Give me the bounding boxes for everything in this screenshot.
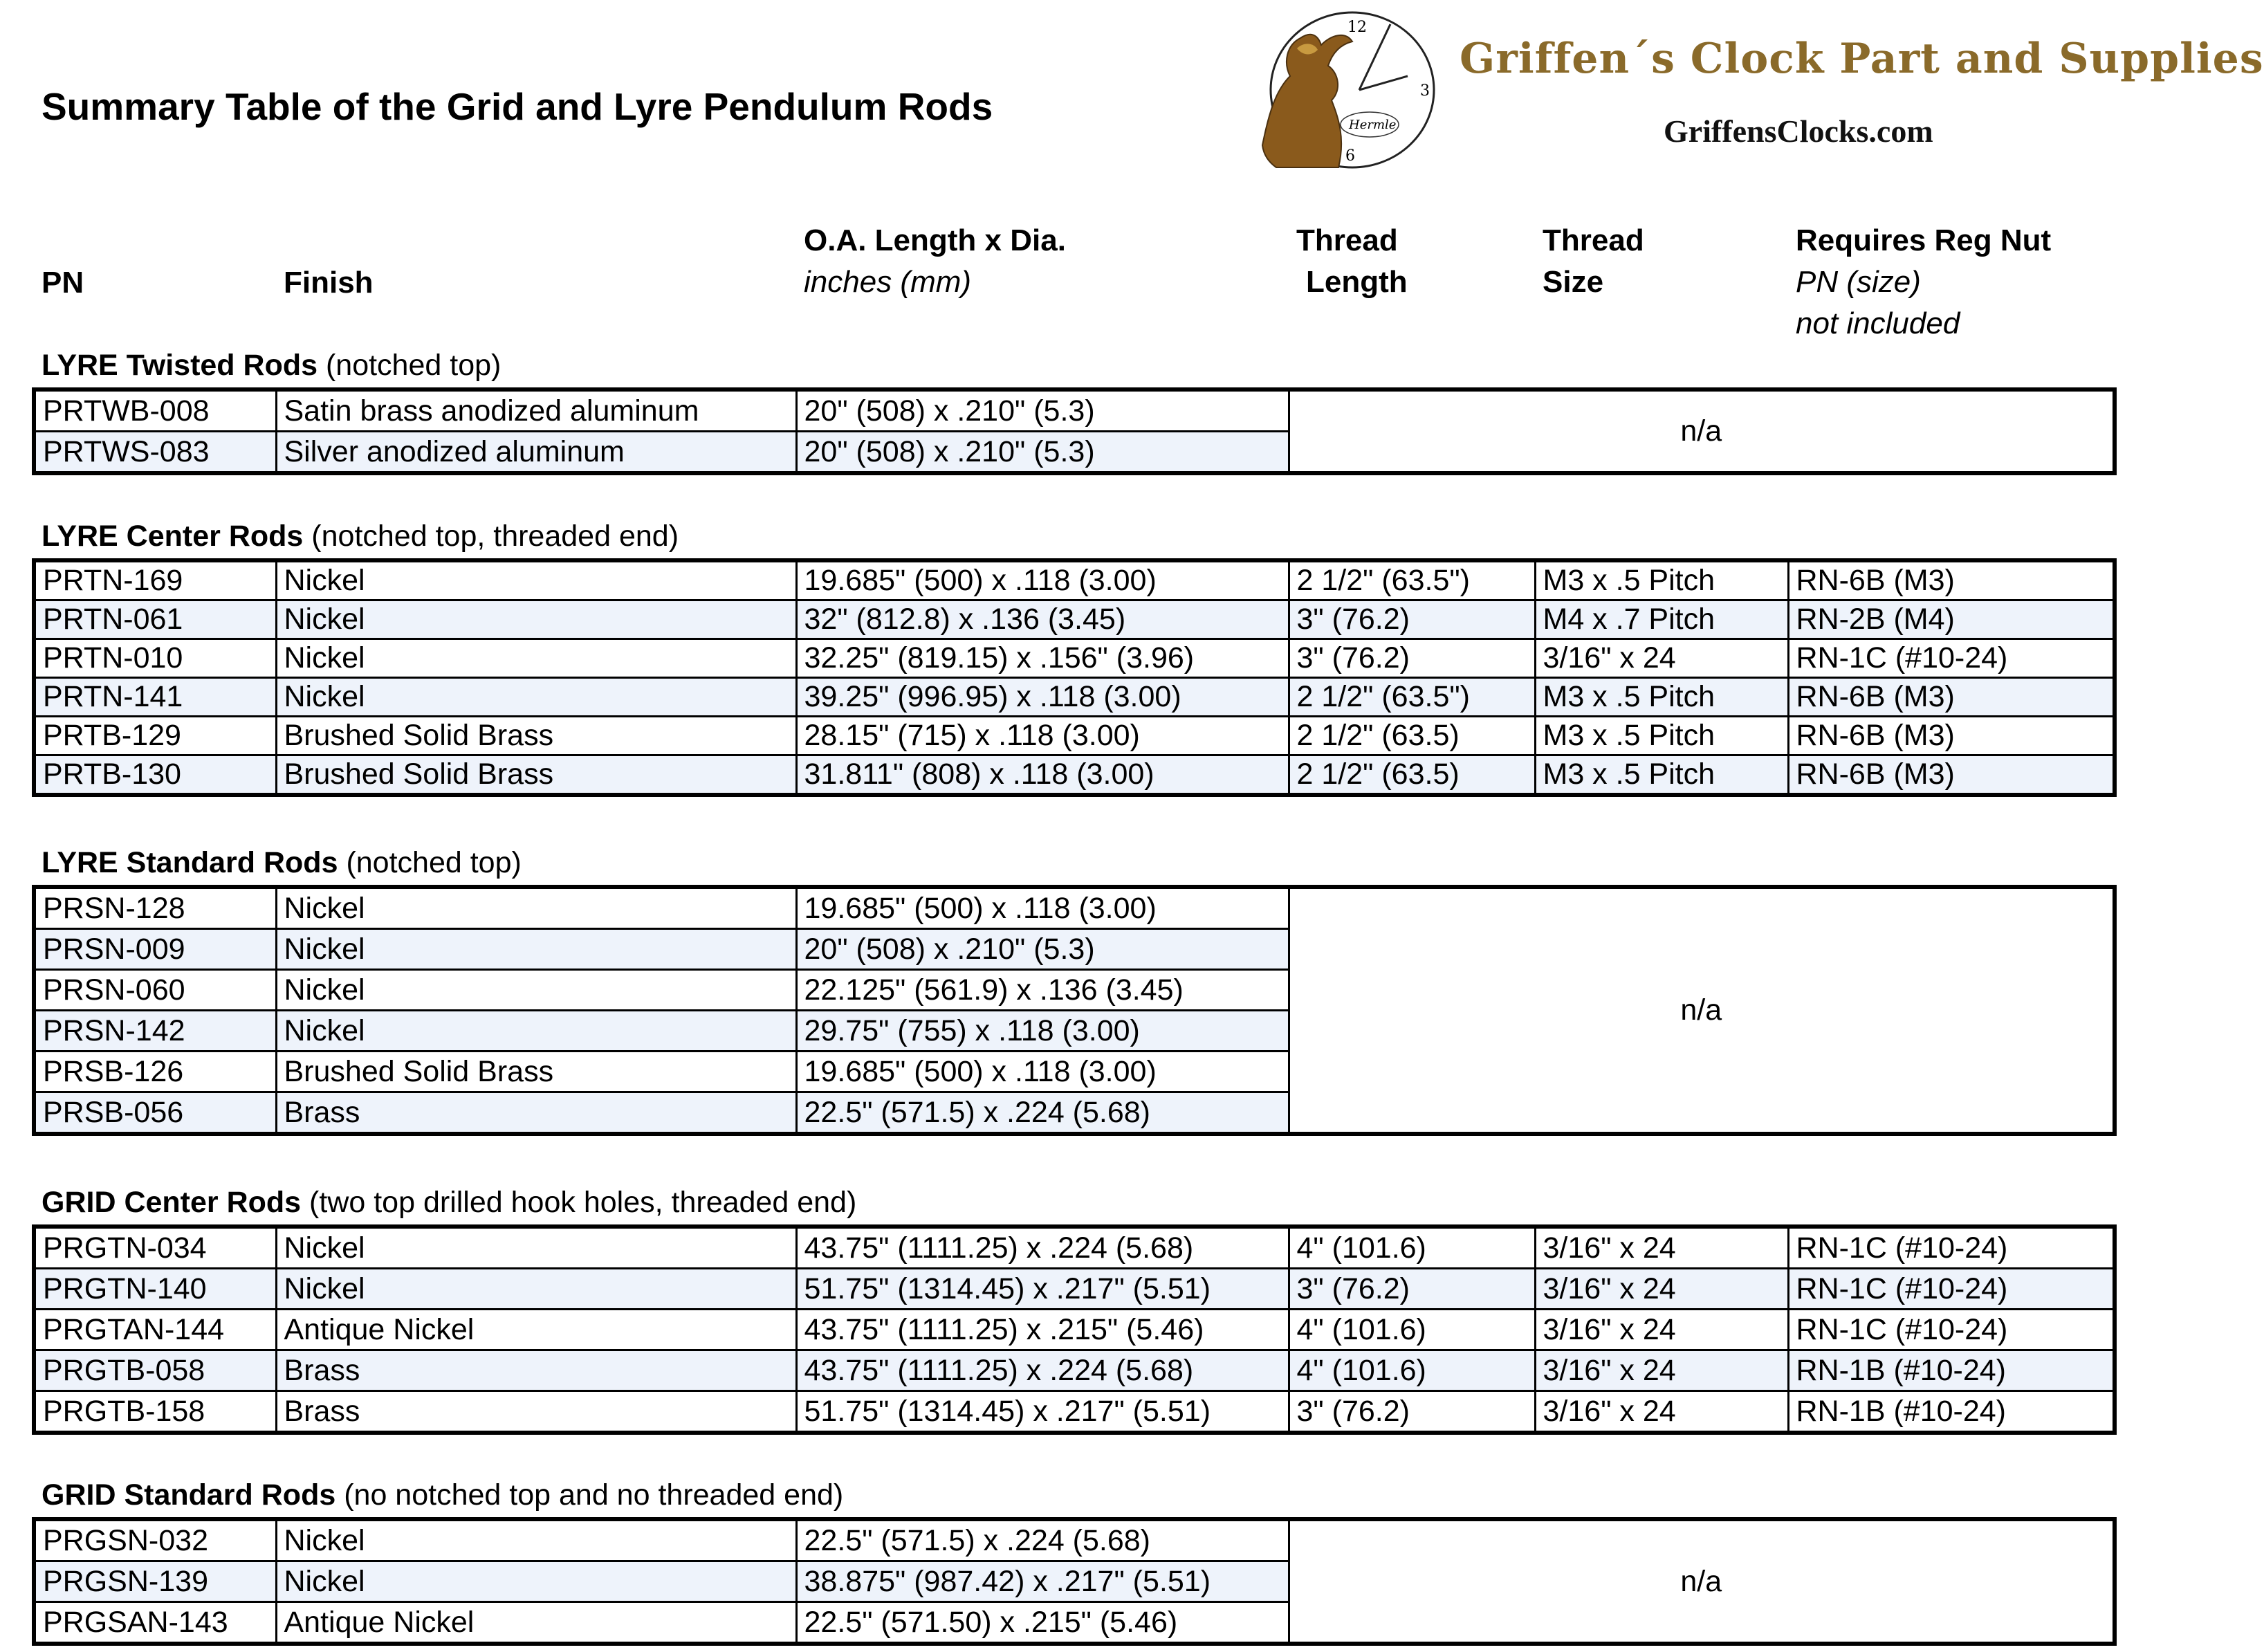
header-thread-length-line1: Thread (1296, 223, 1398, 257)
cell-thread-size: 3/16" x 24 (1535, 1269, 1788, 1310)
cell-length: 39.25" (996.95) x .118 (3.00) (796, 678, 1289, 717)
cell-finish: Nickel (276, 1519, 796, 1561)
cell-reg-nut: RN-6B (M3) (1788, 560, 2115, 600)
rods-table (32, 558, 2117, 797)
section-note: (no notched top and no threaded end) (335, 1478, 844, 1512)
cell-reg-nut: RN-6B (M3) (1788, 755, 2115, 796)
header-thread-length-line2: Length (1306, 265, 1408, 299)
cell-not-applicable: n/a (1289, 1519, 2115, 1644)
cell-finish: Antique Nickel (276, 1602, 796, 1644)
rods-table (32, 1224, 2117, 1435)
section-title (42, 517, 679, 556)
cell-finish: Brass (276, 1092, 796, 1135)
cell-not-applicable: n/a (1289, 887, 2115, 1134)
cell-finish: Brushed Solid Brass (276, 1052, 796, 1092)
rods-table (32, 885, 2117, 1136)
cell-length: 20" (508) x .210" (5.3) (796, 389, 1289, 432)
cell-pn: PRGTN-140 (34, 1269, 276, 1310)
page-title: Summary Table of the Grid and Lyre Pendulum Rods (42, 85, 993, 128)
cell-pn: PRSN-142 (34, 1011, 276, 1052)
cell-thread-size: M3 x .5 Pitch (1535, 560, 1788, 600)
header-nut-line2: PN (size) (1796, 265, 1921, 299)
cell-length: 22.125" (561.9) x .136 (3.45) (796, 970, 1289, 1011)
cell-finish: Silver anodized aluminum (276, 432, 796, 474)
header-finish: Finish (284, 266, 374, 300)
brand-website: GriffensClocks.com (1664, 113, 1933, 149)
cell-thread-length: 2 1/2" (63.5") (1289, 560, 1535, 600)
cell-reg-nut: RN-2B (M4) (1788, 600, 2115, 639)
cell-pn: PRGTB-058 (34, 1350, 276, 1391)
cell-reg-nut: RN-6B (M3) (1788, 717, 2115, 755)
rods-table (32, 1517, 2117, 1646)
cell-thread-length: 2 1/2" (63.5) (1289, 755, 1535, 796)
cell-finish: Nickel (276, 1269, 796, 1310)
cell-finish: Satin brass anodized aluminum (276, 389, 796, 432)
header-thread-size-line1: Thread (1543, 223, 1644, 257)
cell-thread-length: 4" (101.6) (1289, 1350, 1535, 1391)
cell-pn: PRGTB-158 (34, 1391, 276, 1433)
cell-finish: Brushed Solid Brass (276, 755, 796, 796)
logo-script: Hermle (1349, 118, 1397, 132)
header-nut-line3: not included (1796, 306, 1960, 340)
cell-reg-nut: RN-1B (#10-24) (1788, 1391, 2115, 1433)
section-note: (notched top) (317, 349, 501, 382)
logo-numeral-12: 12 (1347, 19, 1367, 36)
cell-thread-size: M3 x .5 Pitch (1535, 717, 1788, 755)
cell-length: 43.75" (1111.25) x .224 (5.68) (796, 1350, 1289, 1391)
section-note: (two top drilled hook holes, threaded end) (301, 1186, 857, 1219)
logo-numeral-6: 6 (1345, 147, 1355, 165)
cell-pn: PRGSAN-143 (34, 1602, 276, 1644)
cell-finish: Brass (276, 1391, 796, 1433)
cell-length: 19.685" (500) x .118 (3.00) (796, 1052, 1289, 1092)
cell-finish: Nickel (276, 970, 796, 1011)
cell-thread-size: 3/16" x 24 (1535, 1310, 1788, 1350)
cell-finish: Nickel (276, 639, 796, 678)
header-nut-line1: Requires Reg Nut (1796, 223, 2052, 257)
cell-thread-length: 3" (76.2) (1289, 1391, 1535, 1433)
cell-finish: Brass (276, 1350, 796, 1391)
griffin-clock-logo-icon (1249, 7, 1435, 173)
cell-reg-nut: RN-1C (#10-24) (1788, 639, 2115, 678)
cell-length: 51.75" (1314.45) x .217" (5.51) (796, 1391, 1289, 1433)
cell-length: 32.25" (819.15) x .156" (3.96) (796, 639, 1289, 678)
cell-finish: Nickel (276, 678, 796, 717)
cell-thread-size: 3/16" x 24 (1535, 639, 1788, 678)
cell-reg-nut: RN-1B (#10-24) (1788, 1350, 2115, 1391)
cell-length: 29.75" (755) x .118 (3.00) (796, 1011, 1289, 1052)
cell-length: 43.75" (1111.25) x .224 (5.68) (796, 1227, 1289, 1269)
cell-thread-length: 3" (76.2) (1289, 1269, 1535, 1310)
table-row (34, 639, 2115, 678)
cell-pn: PRSN-128 (34, 887, 276, 929)
table-row (34, 1519, 2115, 1561)
cell-length: 22.5" (571.5) x .224 (5.68) (796, 1092, 1289, 1135)
cell-length: 28.15" (715) x .118 (3.00) (796, 717, 1289, 755)
cell-thread-size: M3 x .5 Pitch (1535, 678, 1788, 717)
cell-reg-nut: RN-1C (#10-24) (1788, 1310, 2115, 1350)
section-name: LYRE Center Rods (42, 520, 304, 553)
table-row (34, 389, 2115, 432)
cell-length: 43.75" (1111.25) x .215" (5.46) (796, 1310, 1289, 1350)
cell-length: 20" (508) x .210" (5.3) (796, 929, 1289, 970)
cell-thread-length: 3" (76.2) (1289, 639, 1535, 678)
section-title (42, 346, 501, 385)
cell-pn: PRTWS-083 (34, 432, 276, 474)
section-title (42, 1476, 843, 1514)
section-title (42, 843, 522, 882)
header-thread-size-line2: Size (1543, 265, 1604, 299)
cell-pn: PRTN-061 (34, 600, 276, 639)
table-row (34, 600, 2115, 639)
cell-finish: Nickel (276, 1561, 796, 1602)
cell-length: 20" (508) x .210" (5.3) (796, 432, 1289, 474)
cell-reg-nut: RN-6B (M3) (1788, 678, 2115, 717)
cell-pn: PRTN-010 (34, 639, 276, 678)
cell-thread-length: 2 1/2" (63.5") (1289, 678, 1535, 717)
table-row (34, 755, 2115, 796)
cell-pn: PRSB-126 (34, 1052, 276, 1092)
header-length-title: O.A. Length x Dia. (804, 223, 1066, 257)
header-thread-size (1543, 220, 1644, 303)
cell-length: 51.75" (1314.45) x .217" (5.51) (796, 1269, 1289, 1310)
cell-finish: Nickel (276, 560, 796, 600)
section-name: LYRE Standard Rods (42, 846, 338, 879)
section-title (42, 1183, 856, 1222)
cell-reg-nut: RN-1C (#10-24) (1788, 1227, 2115, 1269)
cell-finish: Antique Nickel (276, 1310, 796, 1350)
brand-name: Griffen´s Clock Part and Supplies (1460, 35, 2264, 83)
cell-thread-size: 3/16" x 24 (1535, 1350, 1788, 1391)
cell-thread-size: 3/16" x 24 (1535, 1227, 1788, 1269)
cell-finish: Nickel (276, 887, 796, 929)
cell-length: 32" (812.8) x .136 (3.45) (796, 600, 1289, 639)
cell-pn: PRTB-129 (34, 717, 276, 755)
cell-pn: PRTN-141 (34, 678, 276, 717)
table-row (34, 678, 2115, 717)
cell-finish: Nickel (276, 1011, 796, 1052)
cell-pn: PRGSN-032 (34, 1519, 276, 1561)
table-row (34, 1350, 2115, 1391)
section-name: LYRE Twisted Rods (42, 349, 318, 382)
cell-length: 22.5" (571.5) x .224 (5.68) (796, 1519, 1289, 1561)
cell-thread-size: M3 x .5 Pitch (1535, 755, 1788, 796)
cell-thread-size: 3/16" x 24 (1535, 1391, 1788, 1433)
cell-length: 38.875" (987.42) x .217" (5.51) (796, 1561, 1289, 1602)
cell-not-applicable: n/a (1289, 389, 2115, 473)
cell-finish: Brushed Solid Brass (276, 717, 796, 755)
cell-thread-length: 4" (101.6) (1289, 1227, 1535, 1269)
section-name: GRID Center Rods (42, 1186, 302, 1219)
cell-pn: PRTWB-008 (34, 389, 276, 432)
cell-thread-size: M4 x .7 Pitch (1535, 600, 1788, 639)
cell-finish: Nickel (276, 1227, 796, 1269)
cell-pn: PRSN-060 (34, 970, 276, 1011)
cell-finish: Nickel (276, 929, 796, 970)
header-length-units: inches (mm) (804, 265, 972, 299)
section-note: (notched top, threaded end) (303, 520, 679, 553)
cell-length: 31.811" (808) x .118 (3.00) (796, 755, 1289, 796)
cell-pn: PRSB-056 (34, 1092, 276, 1135)
cell-thread-length: 2 1/2" (63.5) (1289, 717, 1535, 755)
cell-thread-length: 4" (101.6) (1289, 1310, 1535, 1350)
cell-pn: PRGTAN-144 (34, 1310, 276, 1350)
table-row (34, 1310, 2115, 1350)
header-length (804, 220, 1066, 303)
cell-reg-nut: RN-1C (#10-24) (1788, 1269, 2115, 1310)
table-row (34, 717, 2115, 755)
cell-pn: PRTB-130 (34, 755, 276, 796)
header-nut (1796, 220, 2051, 345)
cell-length: 22.5" (571.50) x .215" (5.46) (796, 1602, 1289, 1644)
cell-thread-length: 3" (76.2) (1289, 600, 1535, 639)
cell-length: 19.685" (500) x .118 (3.00) (796, 560, 1289, 600)
table-row (34, 1227, 2115, 1269)
cell-pn: PRGSN-139 (34, 1561, 276, 1602)
cell-pn: PRTN-169 (34, 560, 276, 600)
header-pn: PN (42, 266, 84, 300)
section-note: (notched top) (338, 846, 522, 879)
table-row (34, 1269, 2115, 1310)
cell-length: 19.685" (500) x .118 (3.00) (796, 887, 1289, 929)
table-row (34, 560, 2115, 600)
logo-numeral-3: 3 (1420, 82, 1430, 100)
table-row (34, 887, 2115, 929)
header-thread-length (1296, 220, 1408, 303)
table-row (34, 1391, 2115, 1433)
cell-finish: Nickel (276, 600, 796, 639)
rods-table (32, 387, 2117, 475)
cell-pn: PRGTN-034 (34, 1227, 276, 1269)
cell-pn: PRSN-009 (34, 929, 276, 970)
section-name: GRID Standard Rods (42, 1478, 336, 1512)
